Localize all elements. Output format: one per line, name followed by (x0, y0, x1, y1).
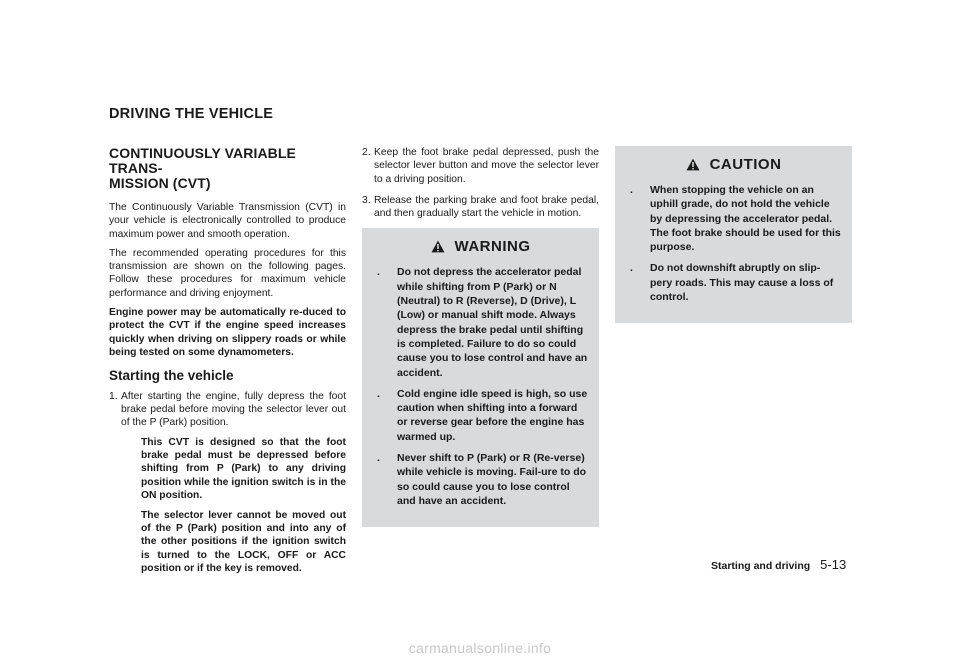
cvt-heading (109, 146, 346, 191)
bullet-dot: . (630, 262, 633, 275)
caution-item-text: Do not downshift abruptly on slip-pery roads. This may cause a loss of control. (650, 262, 834, 304)
step-1-note-2: The selector lever cannot be moved out of the P (Park) position and into any of the other positions if the ignition switch is turned to the LOCK, OFF or ACC position or if the key is removed. (141, 509, 346, 575)
step-3 (362, 194, 599, 221)
step-2 (362, 146, 599, 186)
warning-triangle-icon (431, 240, 445, 253)
step-1 (109, 390, 346, 576)
caution-box (615, 146, 852, 323)
warning-item (372, 387, 589, 444)
step-1-text: After starting the engine, fully depress the foot brake pedal before moving the selector lever out of the P (Park) position. (121, 390, 346, 429)
step-1-number: 1. (109, 390, 118, 402)
step-3-text: Release the parking brake and foot brake pedal, and then gradually start the vehicle in motion. (374, 194, 599, 220)
page-footer (711, 557, 846, 572)
warning-triangle-icon (686, 158, 700, 171)
intro-paragraph: The Continuously Variable Transmission (CVT) in your vehicle is electronically controlled to produce maximum power and smooth operation. (109, 202, 346, 240)
warning-box (362, 228, 599, 527)
warning-label: WARNING (454, 238, 531, 256)
procedure-paragraph: The recommended operating procedures for this transmission are shown on the following pages. Follow these procedures for maximum vehicle performance and driving enjoyment. (109, 247, 346, 299)
column-1 (109, 146, 346, 584)
bullet-dot: . (630, 184, 633, 196)
caution-item-text: When stopping the vehicle on an uphill grade, do not hold the vehicle by depressing the accelerator pedal. The foot brake should be used for this purpose. (650, 184, 841, 254)
warning-item-text: Cold engine idle speed is high, so use caution when shifting into a forward or reverse gear before the engine has warmed up. (397, 387, 588, 443)
warning-item-text: Never shift to P (Park) or R (Re-verse) while vehicle is moving. Fail-ure to do so could cause you to lose control and have an accident. (397, 452, 587, 507)
caution-header (625, 156, 842, 173)
cvt-heading-line2: MISSION (CVT) (109, 175, 211, 191)
warning-item (372, 451, 589, 508)
page-number: 5-13 (820, 557, 847, 572)
caution-item (625, 183, 842, 254)
step-2-text: Keep the foot brake pedal depressed, push the selector lever button and move the selector lever to a driving position. (374, 147, 599, 185)
starting-vehicle-heading: Starting the vehicle (109, 367, 234, 383)
bullet-dot: . (377, 452, 380, 465)
caution-label: CAUTION (709, 156, 782, 173)
warning-item-text: Do not depress the accelerator pedal while shifting from P (Park) or N (Neutral) to R (Reverse), D (Drive), L (Low) or manual shift mode. Always depress the brake pedal until shifting is completed. Failure to do so could cause you to lose control and have an accident. (397, 266, 588, 379)
column-3 (615, 146, 852, 323)
cvt-heading-line1: CONTINUOUSLY VARIABLE TRANS- (109, 145, 296, 176)
bullet-dot: . (377, 387, 380, 400)
step-2-number: 2. (362, 147, 371, 158)
warning-header (372, 238, 589, 255)
caution-item (625, 261, 842, 304)
section-title: DRIVING THE VEHICLE (109, 106, 274, 122)
bullet-dot: . (377, 266, 380, 279)
engine-power-note: Engine power may be automatically re-duced to protect the CVT if the engine speed increases quickly when driving on slippery roads or while being tested on some dynamometers. (109, 307, 346, 359)
step-3-number: 3. (362, 194, 371, 206)
footer-section-name: Starting and driving (711, 560, 811, 572)
column-2 (362, 146, 599, 527)
step-1-note-1: This CVT is designed so that the foot brake pedal must be depressed before shifting from P (Park) to any driving position while the ignition switch is in the ON position. (141, 436, 346, 502)
watermark: carmanualsonline.info (408, 640, 552, 656)
warning-item (372, 265, 589, 379)
